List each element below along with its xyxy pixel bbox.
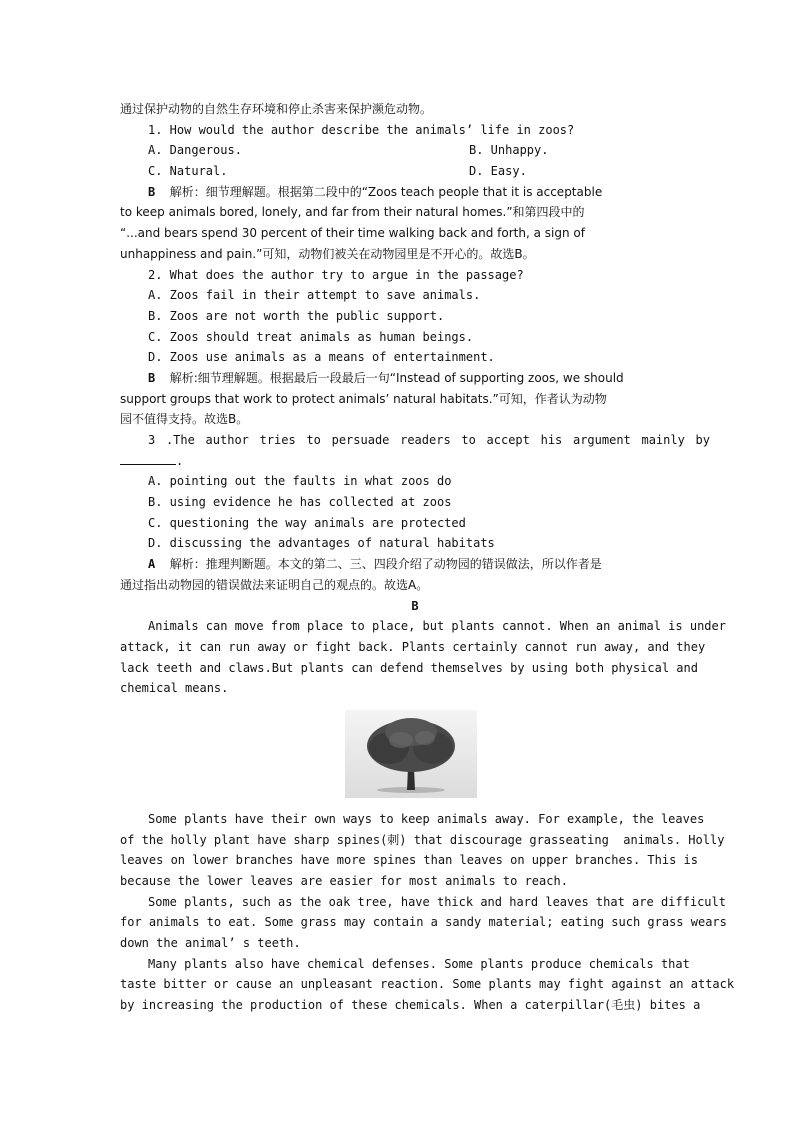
question-3-option-b: B. using evidence he has collected at zoos bbox=[148, 495, 452, 510]
question-3-option-a: A. pointing out the faults in what zoos do bbox=[148, 474, 452, 489]
question-1-explanation-line-4: unhappiness and pain.”可知，动物们被关在动物园里是不开心的。故选B。 bbox=[120, 246, 535, 261]
passage-paragraph-2-line-2: of the holly plant have sharp spines(刺) that discourage grasseating animals. Holly bbox=[120, 832, 725, 847]
passage-paragraph-3-line-3: down the animal’ s teeth. bbox=[120, 936, 301, 951]
question-1-options-row-1 bbox=[120, 140, 710, 161]
question-1-explanation-line-3: “...and bears spend 30 percent of their time walking back and forth, a sign of bbox=[120, 226, 585, 241]
passage-paragraph-2-line-1: Some plants have their own ways to keep animals away. For example, the leaves bbox=[148, 811, 705, 826]
question-1-explanation-line-1: B 解析：细节理解题。根据第二段中的“Zoos teach people that it is acceptable bbox=[148, 184, 603, 199]
question-1-answer: B bbox=[148, 184, 156, 199]
question-1-option-d: D. Easy. bbox=[469, 164, 527, 179]
question-1-stem: 1. How would the author describe the animals’ life in zoos? bbox=[148, 122, 575, 137]
document-page bbox=[120, 99, 735, 1016]
question-2-option-c: C. Zoos should treat animals as human beings. bbox=[148, 329, 474, 344]
question-3-option-c: C. questioning the way animals are protected bbox=[148, 515, 466, 530]
question-2-explanation-line-3: 园不值得支持。故选B。 bbox=[120, 412, 249, 427]
passage-paragraph-1-line-4: chemical means. bbox=[120, 681, 229, 696]
question-1-option-b: B. Unhappy. bbox=[469, 143, 549, 158]
question-2-explanation-line-1: B 解析:细节理解题。根据最后一段最后一句“Instead of supporting zoos, we should bbox=[148, 370, 624, 385]
question-1-option-a: A. Dangerous. bbox=[148, 143, 242, 158]
intro-line: 通过保护动物的自然生存环境和停止杀害来保护濒危动物。 bbox=[120, 102, 433, 116]
question-3-explanation-line-1: A 解析：推理判断题。本文的第二、三、四段介绍了动物园的错误做法，所以作者是 bbox=[148, 557, 602, 572]
passage-paragraph-4-line-1: Many plants also have chemical defenses. Some plants produce chemicals that bbox=[148, 956, 690, 971]
tree-image bbox=[345, 710, 477, 798]
answer-blank bbox=[120, 451, 176, 465]
tree-icon bbox=[345, 710, 477, 798]
passage-paragraph-3-line-1: Some plants, such as the oak tree, have thick and hard leaves that are difficult bbox=[148, 894, 726, 909]
passage-paragraph-1-line-3: lack teeth and claws.But plants can defend themselves by using both physical and bbox=[120, 660, 698, 675]
passage-paragraph-2-line-3: leaves on lower branches have more spines than leaves on upper branches. This is bbox=[120, 853, 698, 868]
question-3-answer: A bbox=[148, 557, 156, 572]
question-2-stem: 2. What does the author try to argue in the passage? bbox=[148, 267, 524, 282]
passage-paragraph-3-line-2: for animals to eat. Some grass may contain a sandy material; eating such grass wears bbox=[120, 915, 727, 930]
question-1-option-c: C. Natural. bbox=[148, 164, 228, 179]
question-1-options-row-2 bbox=[120, 161, 710, 182]
passage-paragraph-1-line-1: Animals can move from place to place, but plants cannot. When an animal is under bbox=[148, 619, 726, 634]
passage-paragraph-1-line-2: attack, it can run away or fight back. Plants certainly cannot run away, and they bbox=[120, 639, 706, 654]
question-3-stem: 3 .The author tries to persuade readers to accept his argument mainly by bbox=[148, 433, 710, 447]
passage-paragraph-2-line-4: because the lower leaves are easier for most animals to reach. bbox=[120, 874, 568, 888]
question-2-option-a: A. Zoos fail in their attempt to save animals. bbox=[148, 288, 481, 303]
question-1-explanation-line-2: to keep animals bored, lonely, and far from their natural homes.”和第四段中的 bbox=[120, 205, 585, 220]
passage-paragraph-4-line-3: by increasing the production of these chemicals. When a caterpillar(毛虫) bites a bbox=[120, 998, 701, 1013]
passage-paragraph-4-line-2: taste bitter or cause an unpleasant reaction. Some plants may fight against an attack bbox=[120, 977, 735, 992]
question-2-explanation-line-2: support groups that work to protect animals’ natural habitats.”可知，作者认为动物 bbox=[120, 391, 607, 406]
question-2-option-b: B. Zoos are not worth the public support. bbox=[148, 308, 445, 323]
question-2-answer: B bbox=[148, 370, 156, 385]
question-2-option-d: D. Zoos use animals as a means of entertainment. bbox=[148, 350, 495, 365]
question-3-option-d: D. discussing the advantages of natural habitats bbox=[148, 536, 495, 551]
section-heading: B bbox=[411, 598, 419, 613]
question-3-explanation-line-2: 通过指出动物园的错误做法来证明自己的观点的。故选A。 bbox=[120, 577, 429, 592]
question-3-blank-line: . bbox=[120, 451, 710, 472]
